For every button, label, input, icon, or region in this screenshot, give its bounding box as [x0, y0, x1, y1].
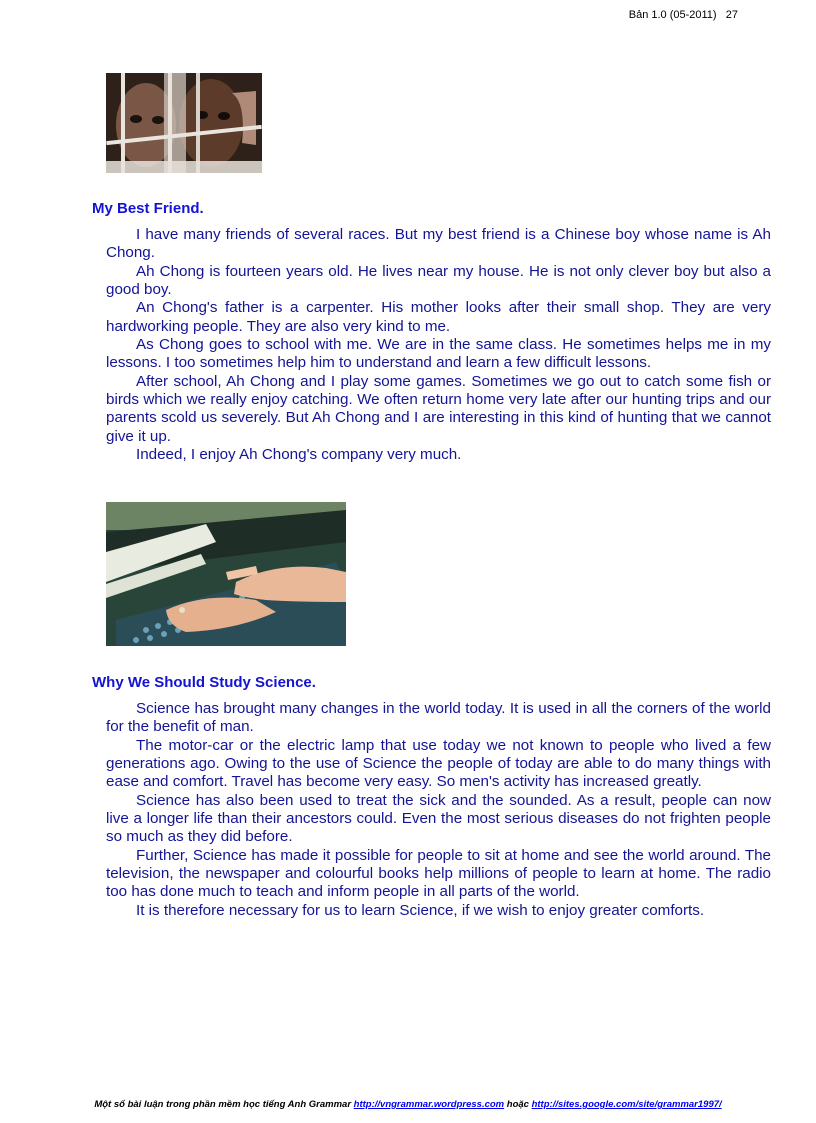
paragraph: Science has also been used to treat the sick and the sounded. As a result, people can now live a longer life than their ancestors could. Even the most serious diseases do not frighten people so much as they did before. — [106, 791, 771, 846]
footer-text: Một số bài luận trong phần mềm học tiếng Anh Grammar — [94, 1099, 352, 1110]
paragraph: Ah Chong is fourteen years old. He lives near my house. He is not only clever boy but also a good boy. — [106, 262, 771, 299]
footer-link-google-sites[interactable]: http://sites.google.com/site/grammar1997/ — [531, 1099, 722, 1110]
essay-body — [106, 226, 771, 464]
paragraph: An Chong's father is a carpenter. His mother looks after their small shop. They are very hardworking people. They are also very kind to me. — [106, 299, 771, 335]
paragraph: I have many friends of several races. But my best friend is a Chinese boy whose name is Ah Chong. — [106, 226, 771, 262]
typewriter-hands-photo — [106, 502, 346, 646]
paragraph: After school, Ah Chong and I play some games. Sometimes we go out to catch some fish or birds which we really enjoy catching. We often return home very late after our hunting trips and our parents scold us severely. But Ah Chong and I are interesting in this kind of hunting that we cannot give it up. — [106, 372, 771, 445]
paragraph: It is therefore necessary for us to learn Science, if we wish to enjoy greater comforts. — [136, 901, 705, 919]
footer-connector: hoặc — [506, 1099, 529, 1110]
page-header-version: Bản 1.0 (05-2011) 27 — [628, 9, 738, 21]
footer-link-wordpress[interactable]: http://vngrammar.wordpress.com — [353, 1099, 505, 1110]
paragraph: Further, Science has made it possible for people to sit at home and see the world around. The television, the newspaper and colourful books help millions of people to learn at home. The radio too has done much to teach and inform people in all parts of the world. — [106, 846, 771, 901]
essay-title: Why We Should Study Science. — [92, 674, 316, 691]
paragraph: The motor-car or the electric lamp that use today we not known to people who lived a few generations ago. Owing to the use of Science the people of today are able to do many things with ease and comfort. Travel has become very easy. So men's activity has increased greatly. — [106, 736, 771, 791]
paragraph: Science has brought many changes in the world today. It is used in all the corners of the world for the benefit of man. — [106, 700, 771, 736]
essay-title: My Best Friend. — [92, 200, 204, 217]
page-footer — [0, 1099, 816, 1110]
paragraph: Indeed, I enjoy Ah Chong's company very much. — [136, 446, 462, 464]
paragraph: As Chong goes to school with me. We are in the same class. He sometimes helps me in my lessons. I too sometimes help him to understand and learn a few difficult lessons. — [106, 336, 771, 372]
essay-body — [106, 700, 771, 920]
children-behind-bars-photo — [106, 73, 262, 173]
